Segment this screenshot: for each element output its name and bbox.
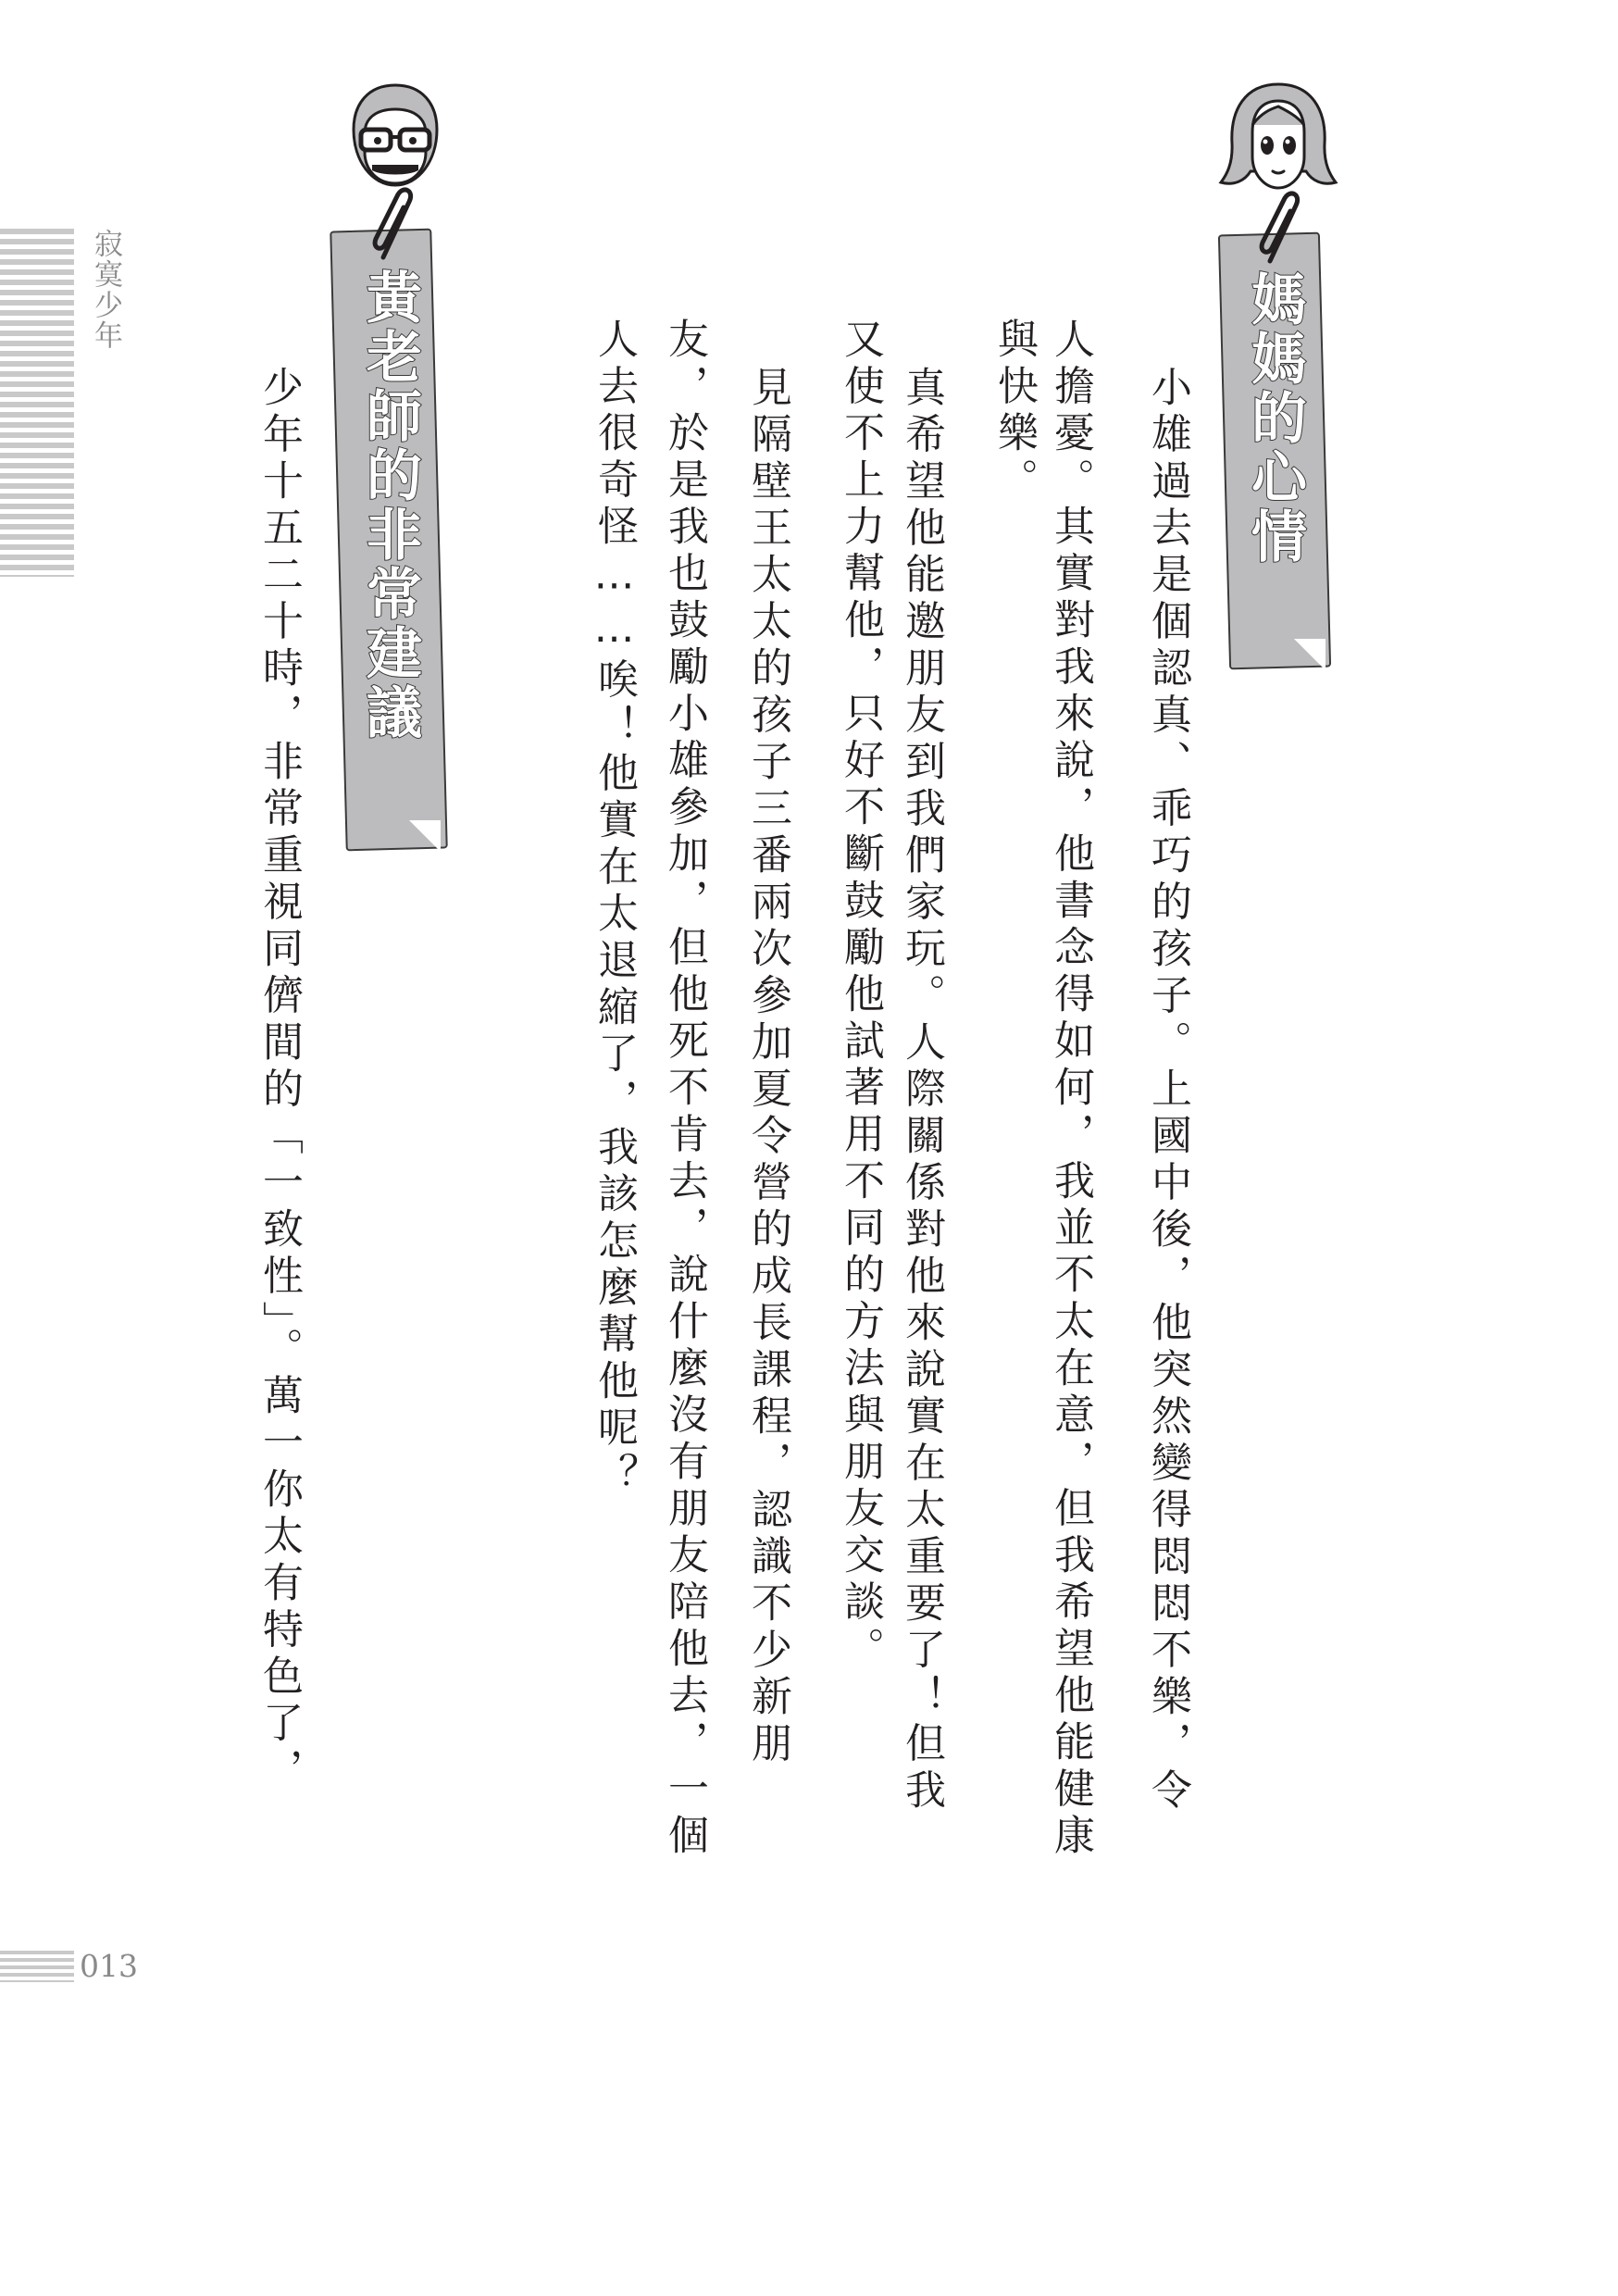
mother-avatar-icon xyxy=(1217,79,1339,199)
teacher-paragraph-1-line-1: 少年十五二十時，非常重視同儕間的「一致性」。萬一你太有特色了， xyxy=(255,366,303,1795)
margin-stripes xyxy=(0,229,74,577)
mother-section-label: 媽媽的心情 xyxy=(1242,270,1307,567)
paperclip-icon xyxy=(363,181,428,265)
teacher-tag-curl xyxy=(409,820,441,852)
page-number: 013 xyxy=(80,1948,138,1984)
page-number-stripes xyxy=(0,1951,74,1982)
running-book-title: 寂寞少年 xyxy=(89,229,122,351)
mother-paragraph-1-line-2: 人擔憂。其實對我來說，他書念得如何，我並不太在意，但我希望他能健康 xyxy=(1047,318,1094,1861)
teacher-section-label: 黃老師的非常建議 xyxy=(357,268,422,742)
mother-paragraph-3-line-3: 人去很奇怪……唉！他實在太退縮了，我該怎麼幫他呢？ xyxy=(591,318,638,1500)
mother-paragraph-2-line-1: 真希望他能邀朋友到我們家玩。人際關係對他來說實在太重要了！但我 xyxy=(898,366,945,1816)
mother-paragraph-1-line-3: 與快樂。 xyxy=(990,318,1038,505)
teacher-avatar-icon xyxy=(344,81,446,191)
mother-tag-curl xyxy=(1294,639,1326,670)
mother-paragraph-1-line-1: 小雄過去是個認真、乖巧的孩子。上國中後，他突然變得悶悶不樂，令 xyxy=(1144,366,1191,1816)
mother-paragraph-3-line-2: 友，於是我也鼓勵小雄參加，但他死不肯去，說什麼沒有朋友陪他去，一個 xyxy=(661,318,708,1861)
paperclip-icon xyxy=(1250,185,1314,268)
mother-paragraph-3-line-1: 見隔壁王太太的孩子三番兩次參加夏令營的成長課程，認識不少新朋 xyxy=(744,366,791,1768)
mother-paragraph-2-line-2: 又使不上力幫他，只好不斷鼓勵他試著用不同的方法與朋友交談。 xyxy=(837,318,884,1674)
